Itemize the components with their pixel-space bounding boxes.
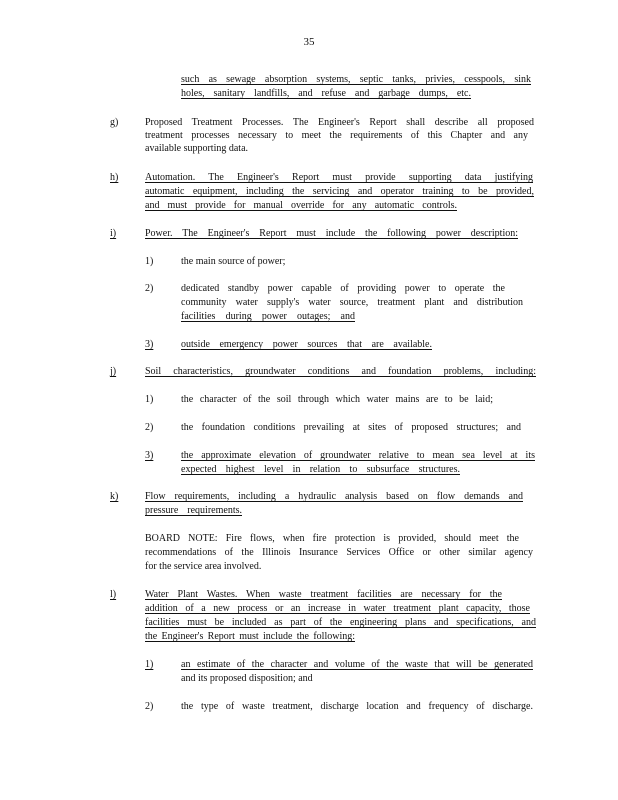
item-h-line-1: Automation. The Engineer's Report must provide supporting data justifying: [145, 172, 533, 183]
item-l-1-label: 1): [145, 659, 154, 670]
item-i-line-1: Power. The Engineer's Report must include the following power description:: [145, 228, 518, 239]
item-g-line-3: available supporting data.: [145, 143, 249, 154]
item-l-2-line-1: the type of waste treatment, discharge location and frequency of discharge.: [181, 701, 533, 712]
item-j-label: j): [110, 366, 117, 377]
item-g-line-2: treatment processes necessary to meet the requirements of this Chapter and any: [145, 130, 528, 141]
item-l-line-2: addition of a new process or an increase in water treatment plant capacity, those: [145, 603, 530, 614]
item-h-label: h): [110, 172, 119, 183]
item-k-line-2: pressure requirements.: [145, 505, 242, 516]
item-l-line-3: facilities must be included as part of the engineering plans and specifications, and: [145, 617, 536, 628]
item-i-2-label: 2): [145, 283, 154, 294]
item-i-label: i): [110, 228, 117, 239]
item-g-label: g): [110, 117, 119, 128]
item-h-line-3: and must provide for manual override for any automatic controls.: [145, 200, 457, 211]
item-j-3-line-2: expected highest level in relation to subsurface structures.: [181, 464, 460, 475]
item-j-1-line-1: the character of the soil through which water mains are to be laid;: [181, 394, 493, 405]
item-k-note-line-2: recommendations of the Illinois Insurance Services Office or other similar agency: [145, 547, 533, 558]
item-k-label: k): [110, 491, 119, 502]
item-g-line-1: Proposed Treatment Processes. The Engineer's Report shall describe all proposed: [145, 117, 534, 128]
item-i-1-label: 1): [145, 256, 154, 267]
item-l-line-1: Water Plant Wastes. When waste treatment facilities are necessary for the: [145, 589, 502, 600]
item-l-1-line-1: an estimate of the character and volume of the waste that will be generated: [181, 659, 533, 670]
item-i-2-line-3: facilities during power outages; and: [181, 311, 355, 322]
intro-line-2: holes, sanitary landfills, and refuse and garbage dumps, etc.: [181, 88, 471, 99]
item-k-note-line-1: BOARD NOTE: Fire flows, when fire protection is provided, should meet the: [145, 533, 519, 544]
item-i-1-line-1: the main source of power;: [181, 256, 286, 267]
item-k-note-line-3: for the service area involved.: [145, 561, 262, 572]
item-i-2-line-2: community water supply's water source, treatment plant and distribution: [181, 297, 523, 308]
intro-line-1: such as sewage absorption systems, septic tanks, privies, cesspools, sink: [181, 74, 531, 85]
page-number: 35: [303, 36, 315, 48]
item-j-3-line-1: the approximate elevation of groundwater relative to mean sea level at its: [181, 450, 535, 461]
item-j-1-label: 1): [145, 394, 154, 405]
item-j-2-line-1: the foundation conditions prevailing at sites of proposed structures; and: [181, 422, 521, 433]
item-i-3-label: 3): [145, 339, 154, 350]
item-j-line-1: Soil characteristics, groundwater conditions and foundation problems, including:: [145, 366, 536, 377]
item-j-2-label: 2): [145, 422, 154, 433]
item-j-3-label: 3): [145, 450, 154, 461]
item-l-line-4: the Engineer's Report must include the following:: [145, 631, 355, 642]
item-h-line-2: automatic equipment, including the servicing and operator training to be provided,: [145, 186, 534, 197]
item-i-2-line-1: dedicated standby power capable of providing power to operate the: [181, 283, 505, 294]
item-k-line-1: Flow requirements, including a hydraulic analysis based on flow demands and: [145, 491, 523, 502]
item-i-3-line-1: outside emergency power sources that are available.: [181, 339, 432, 350]
item-l-2-label: 2): [145, 701, 154, 712]
item-l-label: l): [110, 589, 117, 600]
item-l-1-line-2: and its proposed disposition; and: [181, 673, 313, 684]
